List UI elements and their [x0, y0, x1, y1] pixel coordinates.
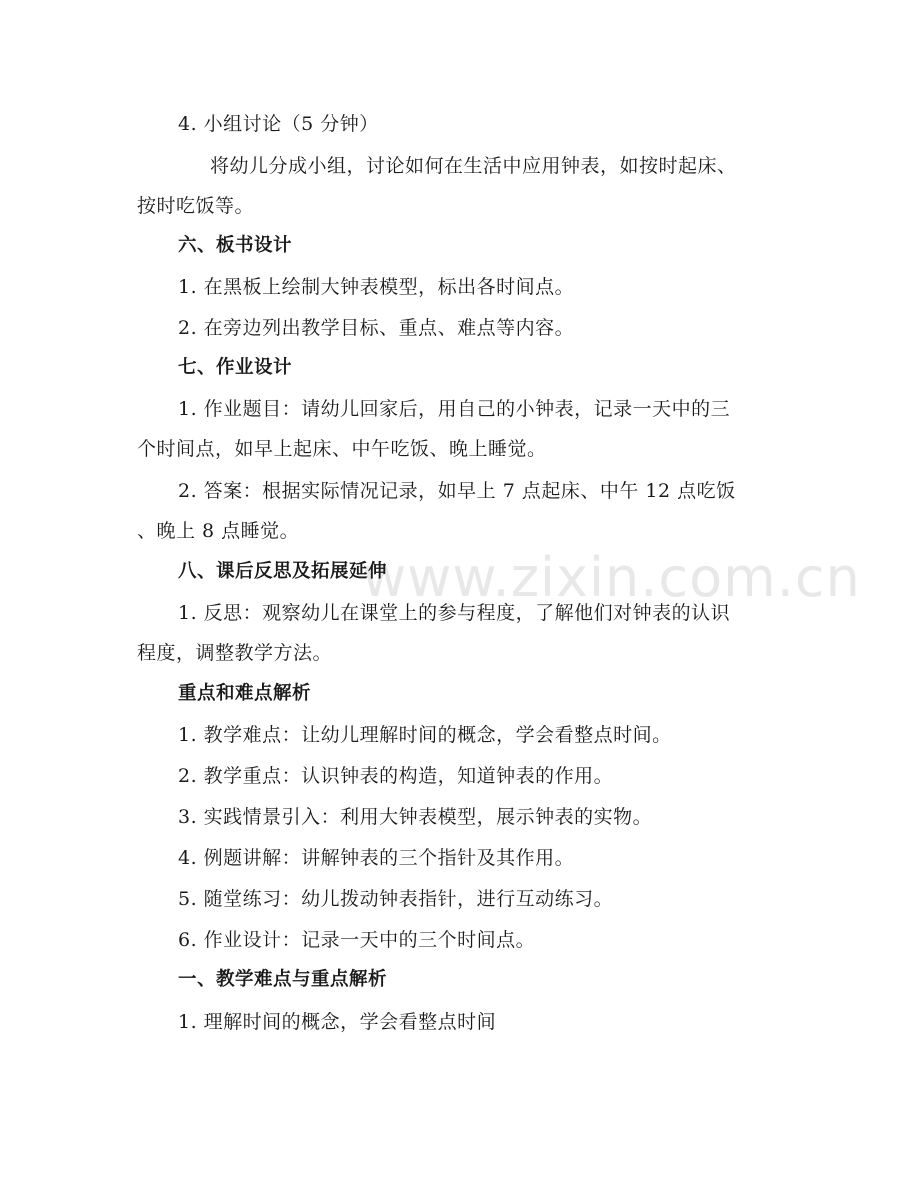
key-points-item-6: 6. 作业设计：记录一天中的三个时间点。 — [178, 929, 536, 951]
key-points-item-4: 4. 例题讲解：讲解钟表的三个指针及其作用。 — [178, 847, 575, 869]
key-points-item-3: 3. 实践情景引入：利用大钟表模型，展示钟表的实物。 — [178, 806, 653, 828]
reflection-item-1-line-1: 1. 反思：观察幼儿在课堂上的参与程度，了解他们对钟表的认识 — [178, 602, 731, 624]
discussion-body-line-2: 按时吃饭等。 — [137, 195, 255, 217]
board-design-item-2: 2. 在旁边列出教学目标、重点、难点等内容。 — [178, 317, 575, 339]
reflection-heading: 八、课后反思及拓展延伸 — [178, 561, 388, 582]
key-points-heading: 重点和难点解析 — [178, 683, 312, 704]
analysis-item-1: 1. 理解时间的概念，学会看整点时间 — [178, 1011, 497, 1033]
homework-item-2-line-1: 2. 答案：根据实际情况记录，如早上 7 点起床、中午 12 点吃饭 — [178, 480, 736, 502]
discussion-body-line-1: 将幼儿分成小组，讨论如何在生活中应用钟表，如按时起床、 — [210, 155, 737, 177]
watermark: www.zixin.com.cn — [362, 546, 861, 609]
key-points-item-1: 1. 教学难点：让幼儿理解时间的概念，学会看整点时间。 — [178, 724, 672, 746]
board-design-heading: 六、板书设计 — [178, 235, 293, 256]
reflection-item-1-line-2: 程度，调整教学方法。 — [137, 642, 333, 664]
analysis-heading: 一、教学难点与重点解析 — [178, 969, 388, 990]
key-points-item-2: 2. 教学重点：认识钟表的构造，知道钟表的作用。 — [178, 765, 614, 787]
homework-item-1-line-2: 个时间点，如早上起床、中午吃饭、晚上睡觉。 — [137, 438, 547, 460]
homework-item-2-line-2: 、晚上 8 点睡觉。 — [137, 520, 300, 542]
board-design-item-1: 1. 在黑板上绘制大钟表模型，标出各时间点。 — [178, 276, 575, 298]
discussion-title: 4. 小组讨论（5 分钟） — [178, 113, 379, 135]
key-points-item-5: 5. 随堂练习：幼儿拨动钟表指针，进行互动练习。 — [178, 888, 614, 910]
homework-heading: 七、作业设计 — [178, 357, 293, 378]
homework-item-1-line-1: 1. 作业题目：请幼儿回家后，用自己的小钟表，记录一天中的三 — [178, 398, 731, 420]
